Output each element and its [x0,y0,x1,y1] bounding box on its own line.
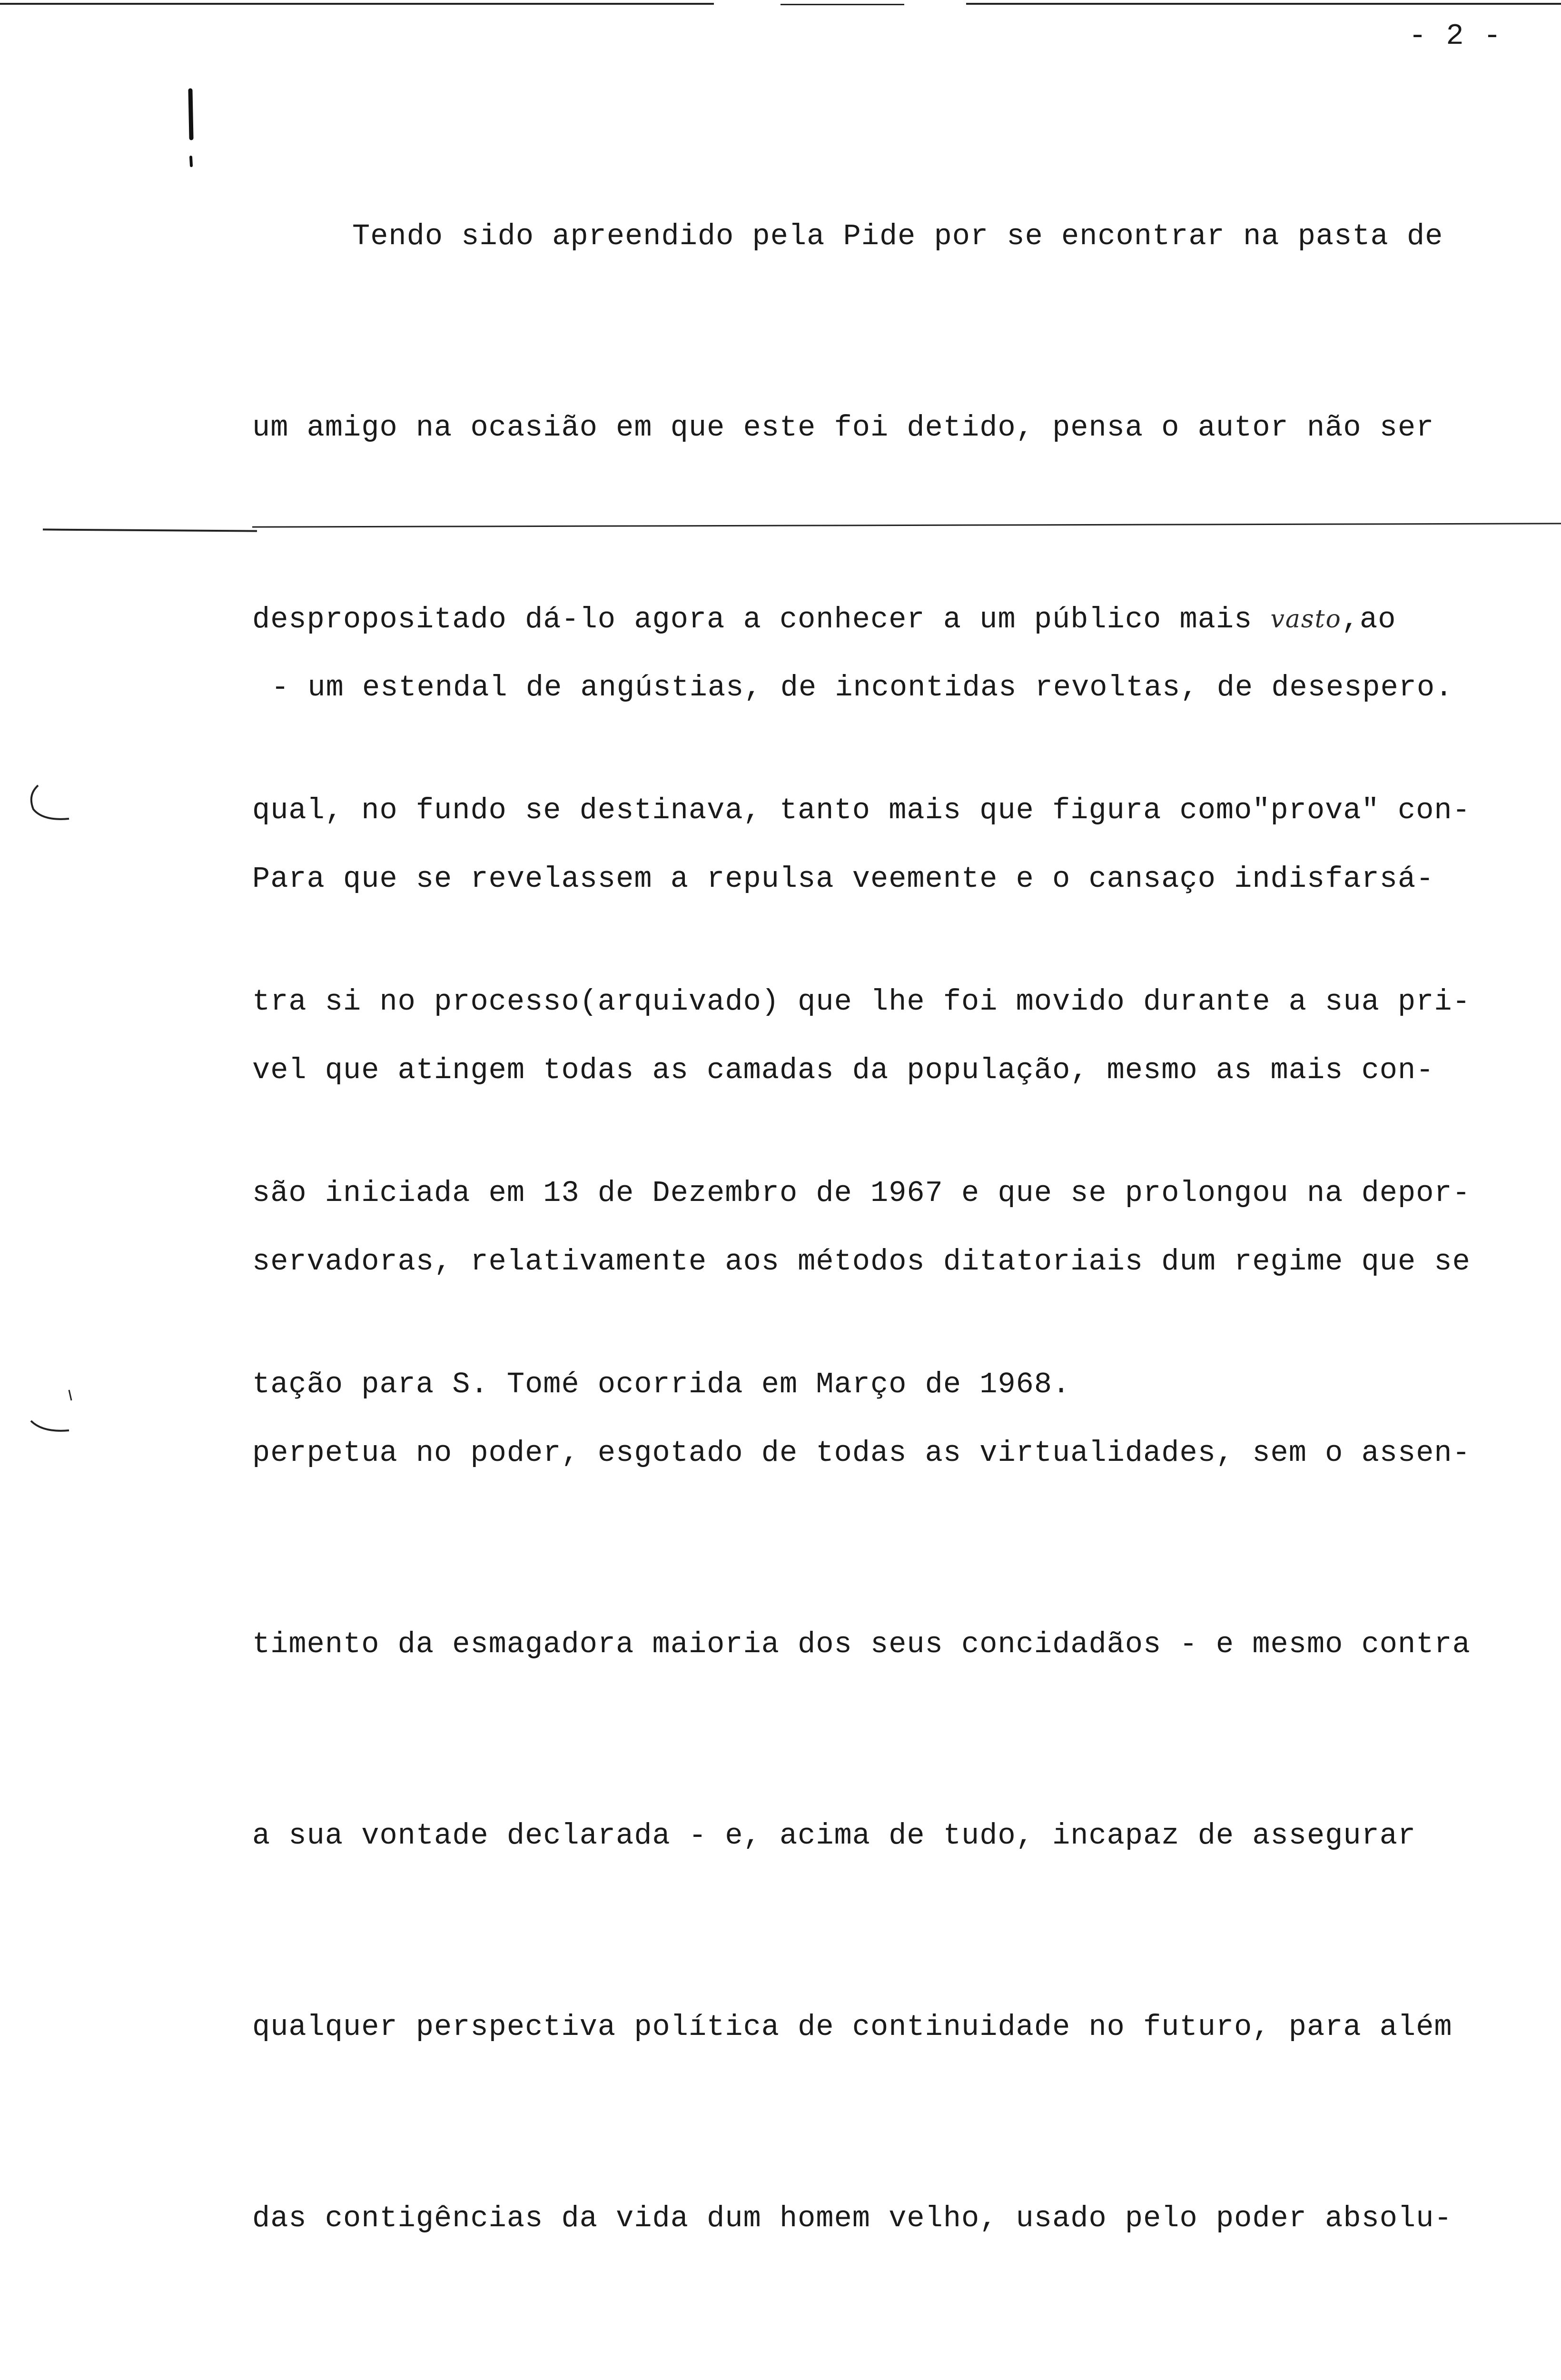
body-line: perpetua no poder, esgotado de todas as virtualidades, sem o assen- [252,1436,1471,1470]
intro-line-tail: ,ao [1341,603,1396,636]
intro-line-text: despropositado dá-lo agora a conhecer a um público mais [252,603,1271,636]
top-rule-right [966,3,1561,5]
body-line: das contigências da vida dum homem velho, usado pelo poder absolu- [252,2202,1452,2235]
body-line: - um estendal de angústias, de incontidas revoltas, de desespero. [271,671,1453,704]
body-line: qualquer perspectiva política de continuidade no futuro, para além [252,2010,1452,2044]
margin-bracket-mark-lower [24,1371,81,1442]
letter-body [252,528,1471,2380]
intro-line: um amigo na ocasião em que este foi detido, pensa o autor não ser [252,411,1434,445]
body-line: timento da esmagadora maioria dos seus concidadãos - e mesmo contra [252,1627,1471,1661]
handwritten-insert: vasto [1270,605,1342,634]
margin-bracket-mark [24,776,81,833]
intro-line: qual, no fundo se destinava, tanto mais que figura como"prova" con- [252,793,1471,827]
body-line: servadoras, relativamente aos métodos ditatoriais dum regime que se [252,1245,1471,1279]
intro-line: tação para S. Tomé ocorrida em Março de 1968. [252,1368,1071,1401]
margin-pen-mark-top [181,86,200,171]
body-line: Para que se revelassem a repulsa veemente e o cansaço indisfarsá- [252,862,1434,896]
top-rule-left [0,3,714,5]
intro-line: Tendo sido apreendido pela Pide por se encontrar na pasta de [352,219,1443,253]
body-line: a sua vontade declarada - e, acima de tudo, incapaz de assegurar [252,1819,1416,1853]
top-rule-middle [780,4,904,5]
page-number: - 2 - [1409,19,1502,53]
divider-rule [43,528,257,532]
intro-line: tra si no processo(arquivado) que lhe foi movido durante a sua pri- [252,985,1471,1019]
body-line: vel que atingem todas as camadas da população, mesmo as mais con- [252,1053,1434,1087]
intro-line: são iniciada em 13 de Dezembro de 1967 e que se prolongou na depor- [252,1176,1471,1210]
body-line [252,2378,1471,2380]
